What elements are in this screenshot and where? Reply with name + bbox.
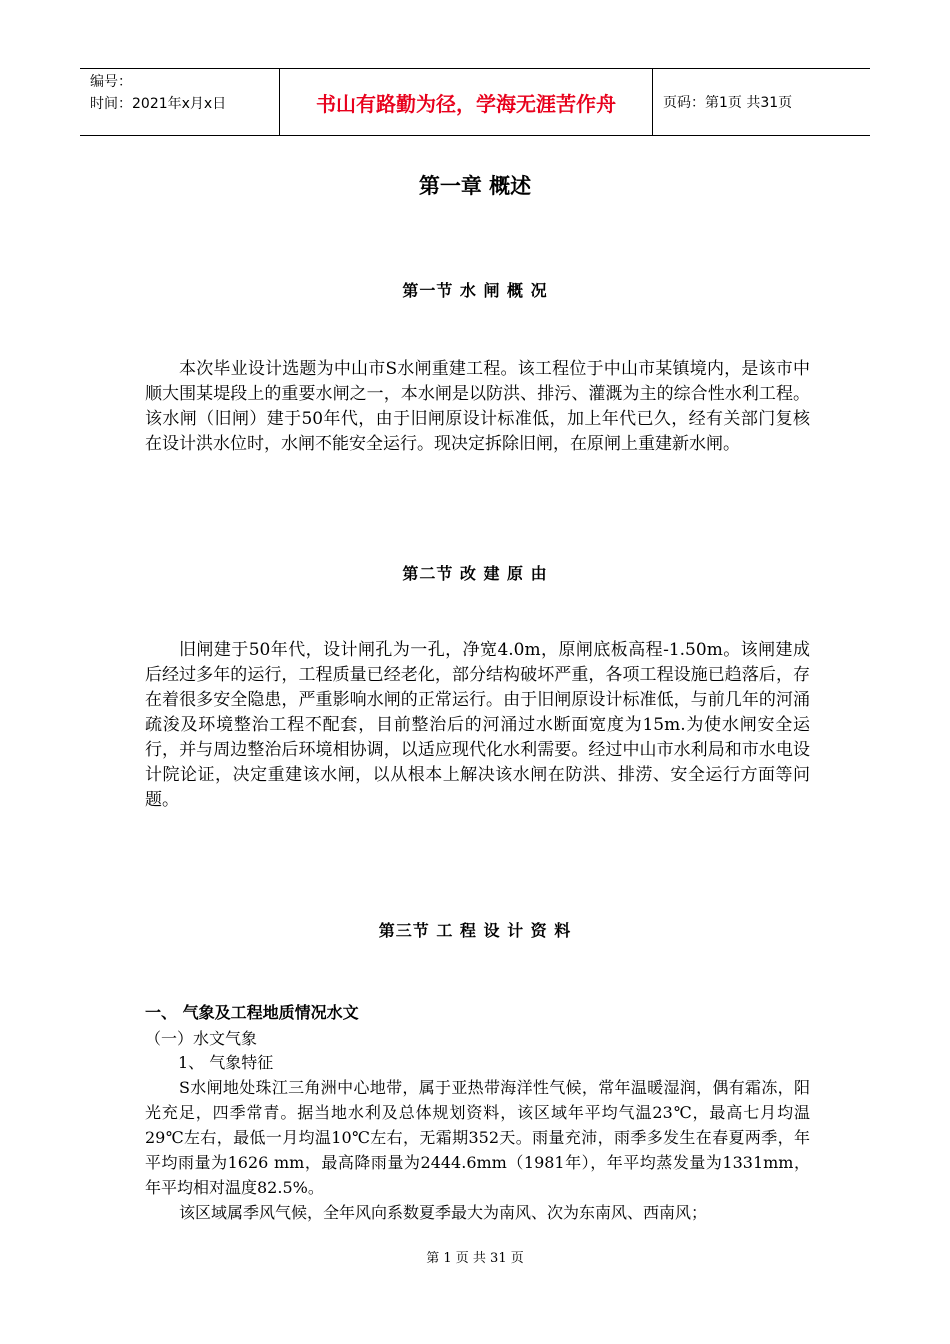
sub-heading-climate: 1、 气象特征 (178, 1053, 274, 1072)
section-1-text: 本次毕业设计选题为中山市S水闸重建工程。该工程位于中山市某镇境内，是该市中顺大围某堤段上的重要水闸之一，本水闸是以防洪、排污、灌溉为主的综合性水利工程。该水闸（旧闸）建于50年代，由于旧闸原设计标准低，加上年代已久，经有关部门复核在设计洪水位时，水闸不能安全运行。现决定拆除旧闸，在原闸上重建新水闸。 (145, 359, 810, 454)
subsection-heading: 一、 气象及工程地质情况水文 (145, 1003, 359, 1022)
header-motto: 书山有路勤为径，学海无涯苦作舟 (280, 69, 653, 135)
climate-paragraph: S水闸地处珠江三角洲中心地带，属于亚热带海洋性气候，常年温暖湿润，偶有霜冻，阳光充足，四季常青。据当地水利及总体规划资料，该区域年平均气温23℃，最高七月均温29℃左右，最低一月均温10℃左右，无霜期352天。雨量充沛，雨季多发生在春夏两季，年平均雨量为1626 mm，最高降雨量为2444.6mm（1981年），年平均蒸发量为1331mm，年平均相对温度82.5%。 (145, 1078, 810, 1197)
number-label: 编号： (90, 74, 132, 90)
section-1-title: 第一节 水 闸 概 况 (402, 281, 548, 300)
wind-paragraph: 该区域属季风气候，全年风向系数夏季最大为南风、次为东南风、西南风； (179, 1203, 708, 1222)
section-2-text: 旧闸建于50年代，设计闸孔为一孔，净宽4.0m，原闸底板高程-1.50m。该闸建成后经过多年的运行，工程质量已经老化，部分结构破坏严重，各项工程设施已趋落后，存在着很多安全隐患，严重影响水闸的正常运行。由于旧闸原设计标准低，与前几年的河涌疏浚及环境整治工程不配套，目前整治后的河涌过水断面宽度为15m.为使水闸安全运行，并与周边整治后环境相协调，以适应现代化水利需要。经过中山市水利局和市水电设计院论证，决定重建该水闸，以从根本上解决该水闸在防洪、排涝、安全运行方面等问题。 (145, 640, 810, 810)
header-page-info: 页码：第1页 共31页 (663, 95, 793, 111)
time-label: 时间：2021年x月x日 (90, 96, 227, 112)
section-3-title: 第三节 工 程 设 计 资 料 (378, 921, 572, 940)
header-left-cell (80, 69, 280, 135)
section-2-title: 第二节 改 建 原 由 (402, 564, 548, 583)
chapter-title: 第一章 概述 (418, 174, 532, 198)
sub-heading-hydrology: （一）水文气象 (145, 1029, 258, 1048)
page-footer: 第 1 页 共 31 页 (426, 1251, 524, 1266)
document-header (80, 68, 870, 136)
